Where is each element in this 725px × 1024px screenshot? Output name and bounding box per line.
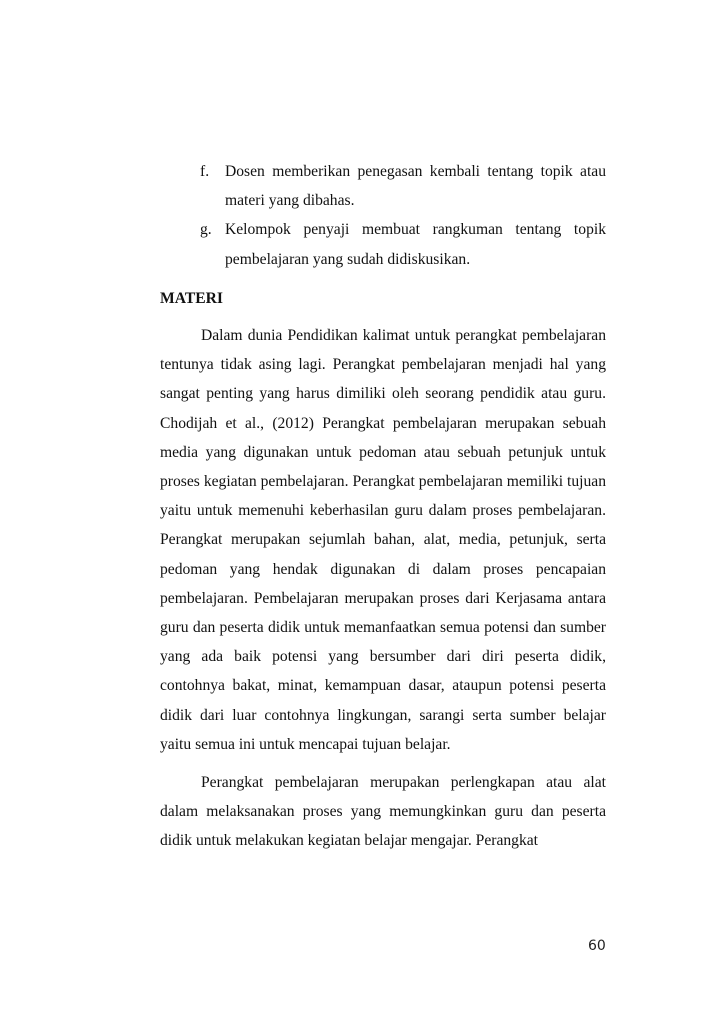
list-item-text: Dosen memberikan penegasan kembali tentang topik atau materi yang dibahas. (225, 163, 606, 210)
page-content (160, 157, 606, 865)
section-heading: MATERI (160, 289, 223, 307)
list-marker: f. (200, 163, 210, 180)
list-item (160, 157, 606, 215)
page-number: 60 (588, 938, 606, 954)
list-item-text: Kelompok penyaji membuat rangkuman tentang topik pembelajaran yang sudah didiskusikan. (225, 221, 606, 268)
list-item (160, 215, 606, 273)
paragraph: Perangkat pembelajaran merupakan perlengkapan atau alat dalam melaksanakan proses yang memungkinkan guru dan peserta didik untuk melakukan kegiatan belajar mengajar. Perangkat (160, 774, 606, 850)
paragraph: Dalam dunia Pendidikan kalimat untuk perangkat pembelajaran tentunya tidak asing lagi. Perangkat pembelajaran menjadi hal yang sangat penting yang harus dimiliki oleh seorang pendidik atau guru. Chodijah et al., (2012) Perangkat pembelajaran merupakan sebuah media yang digunakan untuk pedoman atau sebuah petunjuk untuk proses kegiatan pembelajaran. Perangkat pembelajaran memiliki tujuan yaitu untuk memenuhi keberhasilan guru dalam proses pembelajaran. Perangkat merupakan sejumlah bahan, alat, media, petunjuk, serta pedoman yang hendak digunakan di dalam proses pencapaian pembelajaran. Pembelajaran merupakan proses dari Kerjasama antara guru dan peserta didik untuk memanfaatkan semua potensi dan sumber yang ada baik potensi yang bersumber dari diri peserta didik, contohnya bakat, minat, kemampuan dasar, ataupun potensi peserta didik dari luar contohnya lingkungan, sarangi serta sumber belajar yaitu semua ini untuk mencapai tujuan belajar. (160, 327, 606, 753)
list-marker: g. (200, 221, 212, 239)
